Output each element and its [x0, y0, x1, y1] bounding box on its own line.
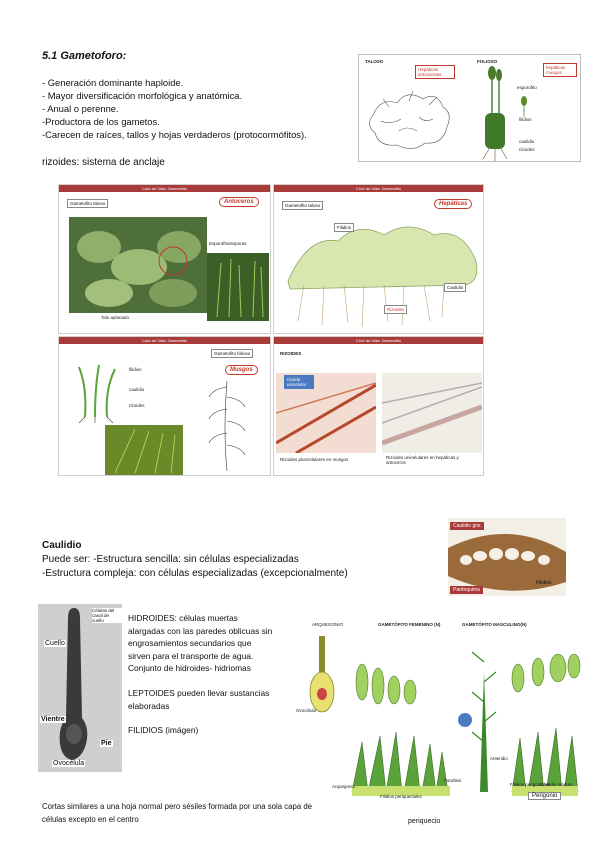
bullet-item: -Productora de los gametos. [42, 116, 160, 127]
taloso-folioso-figure [358, 54, 581, 162]
caulidio-section-image [448, 518, 566, 596]
gametofito-masculino-label: GAMETÓFITO MASCULINO(N) [462, 622, 527, 627]
caulidio-gris-label: Caulidio gris [450, 522, 484, 530]
hepaticas-label: Hepáticas [434, 199, 472, 209]
rizoides-pluri-caption: Rizoides pluricelulares en musgos [280, 457, 349, 462]
filidios-perigoniales-label: Filidios perigoniales [510, 782, 550, 787]
folioso-label: FOLIOSO [477, 59, 498, 64]
caulidio-label: Caulidio [444, 283, 466, 292]
caulidio-label: caulidio [129, 387, 145, 392]
esporofito-label: Esporofito/esporas [209, 241, 247, 246]
periquecio-label: periquecio [408, 818, 441, 825]
collage-panel-rizoides [273, 336, 484, 476]
hidroides-paragraph: HIDROIDES: células muertas alargadas con las paredes oblicuas sin engrosamientos secundarios que sirven para el transporte de agua. Conjunto de hidroides- hidriomas [128, 613, 273, 674]
vientre-label: Vientre [41, 716, 65, 723]
hepaticas-musgos-label: hepáticas musgos [543, 63, 577, 77]
filidios-paragraph: FILIDIOS (imágen) [128, 725, 199, 736]
rizoides-uni-caption: Rizoides unicelulares en hepáticas y antoceros [386, 455, 459, 465]
moss-plant-icon [65, 361, 127, 423]
rizoides-label: rizoides [519, 147, 535, 152]
canal-label: Células del canal de cuello [92, 608, 122, 623]
anteridio-label: Anteridio [490, 756, 508, 761]
ovocelula-label: Ovocélula [53, 760, 85, 767]
bullet-item: - Generación dominante haploide. [42, 77, 184, 88]
talo-aplanado-label: Talo aplanado [101, 315, 130, 320]
gametofito-taloso-label: Gametofito taloso [67, 199, 108, 208]
bullet-item: - Anual o perenne. [42, 103, 119, 114]
bullet-item: - Mayor diversificación morfológica y anatómica. [42, 90, 243, 101]
arquegonio-photo [38, 604, 122, 772]
panel-header: Ciclo de Vida: Gametofito [59, 337, 270, 344]
collage-panel-antoceros [58, 184, 271, 334]
caulidio-maduro-label: Caulidio maduro [540, 782, 573, 787]
rizoides-uni-photo-icon [382, 373, 482, 453]
panel-header: Ciclo de Vida: Gametofito [59, 185, 270, 192]
taloso-label: TALOSO [365, 59, 384, 64]
rizoide-unicelular-label: rizoide unicelular [284, 375, 314, 389]
perigonio-label: Perigonio [528, 792, 561, 800]
caulidio-line: -Estructura compleja: con células especializadas (excepcionalmente) [42, 568, 348, 579]
parenquima-label: Parénquima [450, 586, 483, 594]
caulidio-text [42, 553, 348, 581]
moss-closeup-icon [105, 425, 183, 475]
caulidio-label: caulidio [519, 139, 535, 144]
caulidio-title: Caulidio [42, 540, 82, 551]
bottom-line: Cortas similares a una hoja normal pero sésiles formada por una sola capa de células excepto en el centro [42, 802, 313, 824]
esporofito-label: esporofito [517, 85, 537, 90]
gametofito-folioso-label: Gametofito folioso [211, 349, 253, 358]
parafisis-label: Parafisis [444, 778, 462, 783]
rizoides-line: rizoides: sistema de anclaje [42, 157, 165, 168]
bullet-list [42, 76, 307, 141]
musgos-label: Musgos [225, 365, 258, 375]
antoceros-label: Antoceros [219, 197, 259, 207]
gametofito-taloso-label: Gametofito taloso [282, 201, 323, 210]
leptoides-paragraph: LEPTOIDES pueden llevar sustancias elaboradas [128, 687, 270, 711]
filidios-label: filidios [129, 367, 142, 372]
panel-header: Ciclo de Vida: Gametofito [274, 185, 483, 192]
moss-drawing-icon [193, 377, 263, 473]
filidios-label: Filidios [334, 223, 354, 232]
gametofito-femenino-label: GAMETÓFITO FEMENINO (N) [378, 622, 441, 627]
panel-header: Ciclo de Vida: Gametofito [274, 337, 483, 344]
antoceros-photo-icon [69, 217, 207, 313]
hepatica-drawing-icon [284, 221, 480, 329]
hidroides-text-block [128, 612, 276, 749]
plant-drawings-icon [359, 55, 581, 162]
collage-figure [58, 184, 484, 476]
rizoides-title: RIZOIDES [280, 351, 302, 356]
section-heading: 5.1 Gametoforo: [42, 50, 127, 62]
gametofito-diagram-icon [282, 622, 588, 802]
filidios-label: filidios [519, 117, 532, 122]
collage-panel-musgos [58, 336, 271, 476]
antoceros-closeup-icon [207, 253, 269, 321]
pie-label: Pie [101, 740, 112, 747]
gametofito-figure [282, 622, 588, 802]
cuello-label: Cuello [45, 640, 65, 647]
ovocelula-label: Ovocélula [296, 708, 317, 713]
hepaticas-antocerotas-label: Hepáticas antocerotas [415, 65, 455, 79]
filidios-periqueciales-label: Filidios periqueciales [380, 794, 422, 799]
rizoides-label: rizoides [129, 403, 145, 408]
arquegonio-small-label: Arquegonio [332, 784, 356, 789]
collage-panel-hepaticas [273, 184, 484, 334]
arquegonio-label: ARQUEGONIO [312, 622, 344, 627]
filidios-label: Filidios [536, 580, 552, 586]
bullet-item: -Carecen de raíces, tallos y hojas verdaderos (protocormófitos). [42, 129, 307, 140]
bottom-text [42, 800, 312, 826]
caulidio-line: Puede ser: -Estructura sencilla: sin células especializadas [42, 554, 299, 565]
rizoides-label: Rizoides [384, 305, 407, 314]
